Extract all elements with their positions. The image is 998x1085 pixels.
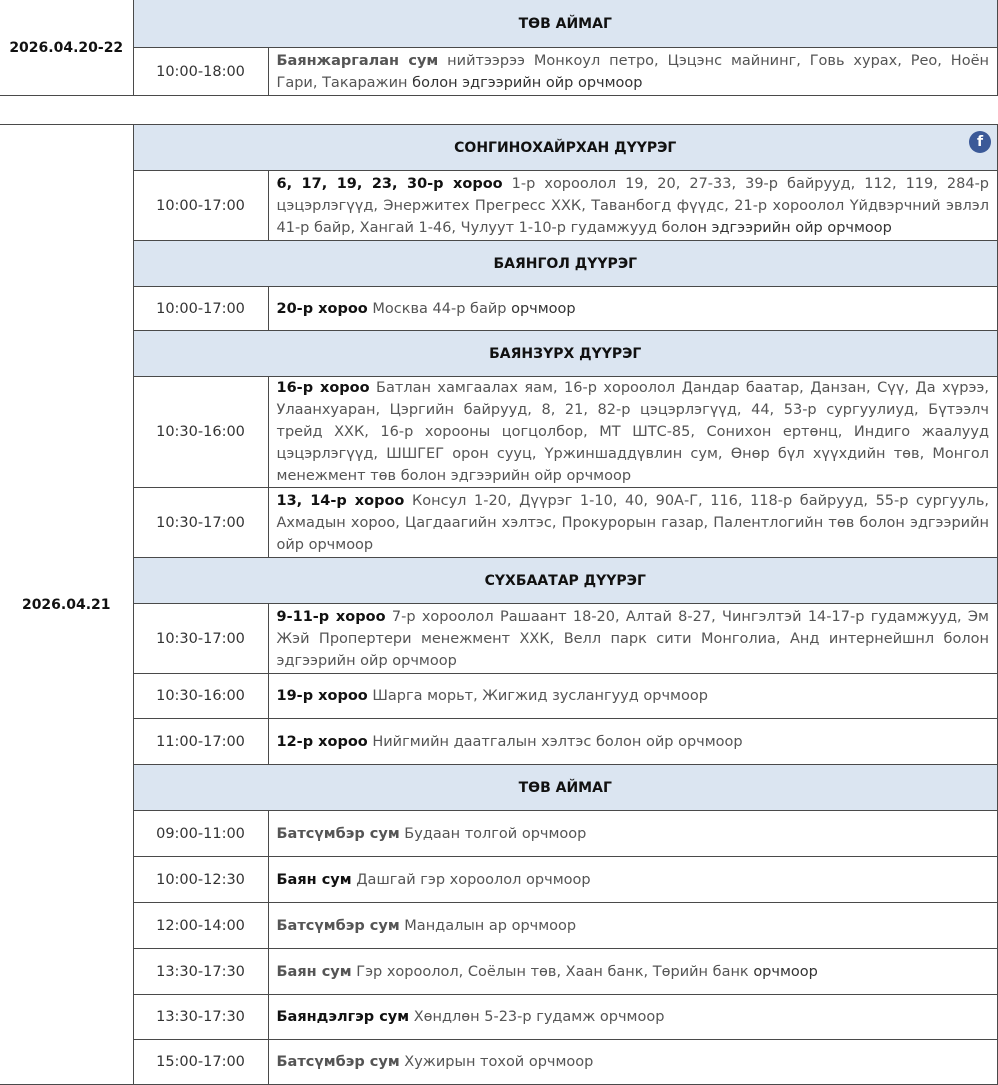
time-cell: 10:00-18:00 (133, 48, 268, 96)
table-row (0, 719, 998, 765)
location-text: Нийгмийн даатгалын хэлтэс болон ойр орчмоор (367, 733, 743, 750)
facebook-icon[interactable]: f (969, 131, 991, 153)
district-header (133, 241, 998, 287)
description-cell (268, 903, 998, 949)
table-row (0, 949, 998, 995)
location-tail: орчмоор (511, 300, 576, 317)
description-cell (268, 811, 998, 857)
district-name: СОНГИНОХАЙРХАН ДҮҮРЭГ (454, 139, 677, 156)
location-text: Батлан хамгаалах яам, 16-р хороолол Дандар баатар, Данзан, Сүү, Да хүрээ, Улаанхуаран, Цэргийн байрууд, 8, 21, 82-р цэцэрлэгүүд, 44, 53-р сургуулиуд, Бүтээлч трейд ХХК, 16-р хорооны цогцолбор, МТ ШТС-85, Сонихон ертөнц, Индиго жаалууд цэцэрлэгүүд, ШШГЕГ орон сууц, Үржиншаддүвлин сум, Өнөр бүл хүүхдийн төв, Монгол менежмент төв болон эдгээрийн ойр орчмоор (276, 380, 989, 484)
table-row (0, 857, 998, 903)
district-header (133, 558, 998, 604)
district-name: БАЯНЗҮРХ ДҮҮРЭГ (489, 345, 642, 362)
district-header (133, 125, 998, 171)
location-text: Дашгай гэр хороолол орчмоор (351, 871, 591, 888)
table-row (0, 488, 998, 558)
schedule-table-block-2 (0, 124, 998, 1085)
location-text: Консул 1-20, Дүүрэг 1-10, 40, 90А-Г, 116, 118-р байрууд, 55-р сургууль, Ахмадын хороо, Цагдаагийн хэлтэс, Прокурорын газар, Палентлогийн төв болон эдгээрийн ойр орчмоор (276, 492, 989, 553)
location-text: Хужирын тохой орчмоор (399, 1054, 594, 1070)
table-row (0, 903, 998, 949)
location-bold: 19-р хороо (276, 688, 368, 704)
location-text: Москва 44-р байр (367, 300, 512, 317)
description-cell (268, 604, 998, 674)
location-bold: 6, 17, 19, 23, 30-р хороо (276, 175, 503, 192)
location-tail: орчмоор (753, 963, 818, 980)
district-name: БАЯНГОЛ ДҮҮРЭГ (493, 255, 638, 272)
description-cell (268, 857, 998, 903)
district-header (133, 765, 998, 811)
location-bold: 13, 14-р хороо (276, 492, 405, 509)
time-cell: 10:30-17:00 (133, 604, 268, 674)
table-row (0, 287, 998, 331)
table-row (0, 674, 998, 719)
location-bold: Баянжаргалан сум (276, 52, 439, 69)
location-bold: 9-11-р хороо (276, 608, 386, 625)
description-cell (268, 171, 998, 241)
description-cell (268, 287, 998, 331)
time-cell: 12:00-14:00 (133, 903, 268, 949)
description-cell (268, 719, 998, 765)
time-cell: 11:00-17:00 (133, 719, 268, 765)
location-text: 1-р хороолол 19, 20, 27-33, 39-р байрууд, 112, 119, 284-р цэцэрлэгүүд, Энержитех Прегресс ХХК, Таванбогд фүүдс, 21-р хороолол Үйдвэрчний эвлэл 41-р байр, Хангай 1-46, Чулуут 1-10-р гудамжууд бол (276, 175, 990, 236)
location-bold: 16-р хороо (276, 380, 370, 396)
date-cell: 2026.04.20-22 (0, 0, 133, 96)
time-cell: 10:00-12:30 (133, 857, 268, 903)
district-header (133, 331, 998, 377)
location-bold: Баян сум (276, 871, 352, 888)
table-row (0, 171, 998, 241)
location-text: Мандалын ар орчмоор (399, 917, 577, 934)
district-name: СҮХБААТАР ДҮҮРЭГ (484, 572, 646, 589)
description-cell (268, 488, 998, 558)
time-cell: 13:30-17:30 (133, 995, 268, 1040)
district-name: ТӨВ АЙМАГ (518, 779, 612, 796)
location-bold: Батсүмбэр сум (276, 1054, 400, 1070)
table-row (0, 377, 998, 488)
table-row (0, 995, 998, 1040)
location-text: Будаан толгой орчмоор (399, 825, 587, 842)
location-text: нийтээрээ Монкоул петро, Цэцэнс майнинг, Говь хурах, Рео, Ноён Гари, Такаражин (276, 52, 989, 91)
description-cell (268, 995, 998, 1040)
location-tail: болон эдгээрийн ойр орчмоор (412, 74, 643, 91)
location-bold: 12-р хороо (276, 733, 368, 750)
description-cell (268, 1040, 998, 1085)
location-bold: Батсүмбэр сум (276, 825, 400, 842)
schedule-table-block-1 (0, 0, 998, 96)
time-cell: 13:30-17:30 (133, 949, 268, 995)
time-cell: 10:00-17:00 (133, 287, 268, 331)
location-text: 7-р хороолол Рашаант 18-20, Алтай 8-27, Чингэлтэй 14-17-р гудамжууд, Эм Жэй Пропертери менежмент ХХК, Велл парк сити Монголиа, Анд интернейшнл болон эдгээрийн ойр орчмоор (276, 608, 989, 669)
time-cell: 10:30-17:00 (133, 488, 268, 558)
location-bold: Батсүмбэр сум (276, 917, 400, 934)
time-cell: 10:30-16:00 (133, 674, 268, 719)
location-tail: он эдгээрийн ойр орчмоор (688, 219, 892, 236)
time-cell: 09:00-11:00 (133, 811, 268, 857)
table-row (0, 604, 998, 674)
date-cell: 2026.04.21 (0, 125, 133, 1085)
description-cell (268, 949, 998, 995)
description-cell (268, 377, 998, 488)
location-bold: 20-р хороо (276, 300, 368, 317)
table-row (0, 811, 998, 857)
location-bold: Баян сум (276, 963, 352, 980)
time-cell: 10:00-17:00 (133, 171, 268, 241)
time-cell: 15:00-17:00 (133, 1040, 268, 1085)
description-cell (268, 674, 998, 719)
time-cell: 10:30-16:00 (133, 377, 268, 488)
district-header: ТӨВ АЙМАГ (133, 0, 998, 48)
table-row (0, 1040, 998, 1085)
location-text: Хөндлөн 5-23-р гудамж орчмоор (409, 1009, 665, 1025)
location-bold: Баяндэлгэр сум (276, 1009, 410, 1025)
location-text: Гэр хороолол, Соёлын төв, Хаан банк, Төрийн банк (351, 963, 754, 980)
location-text: Шарга морьт, Жигжид зуслангууд орчмоор (367, 688, 708, 704)
description-cell (268, 48, 998, 96)
